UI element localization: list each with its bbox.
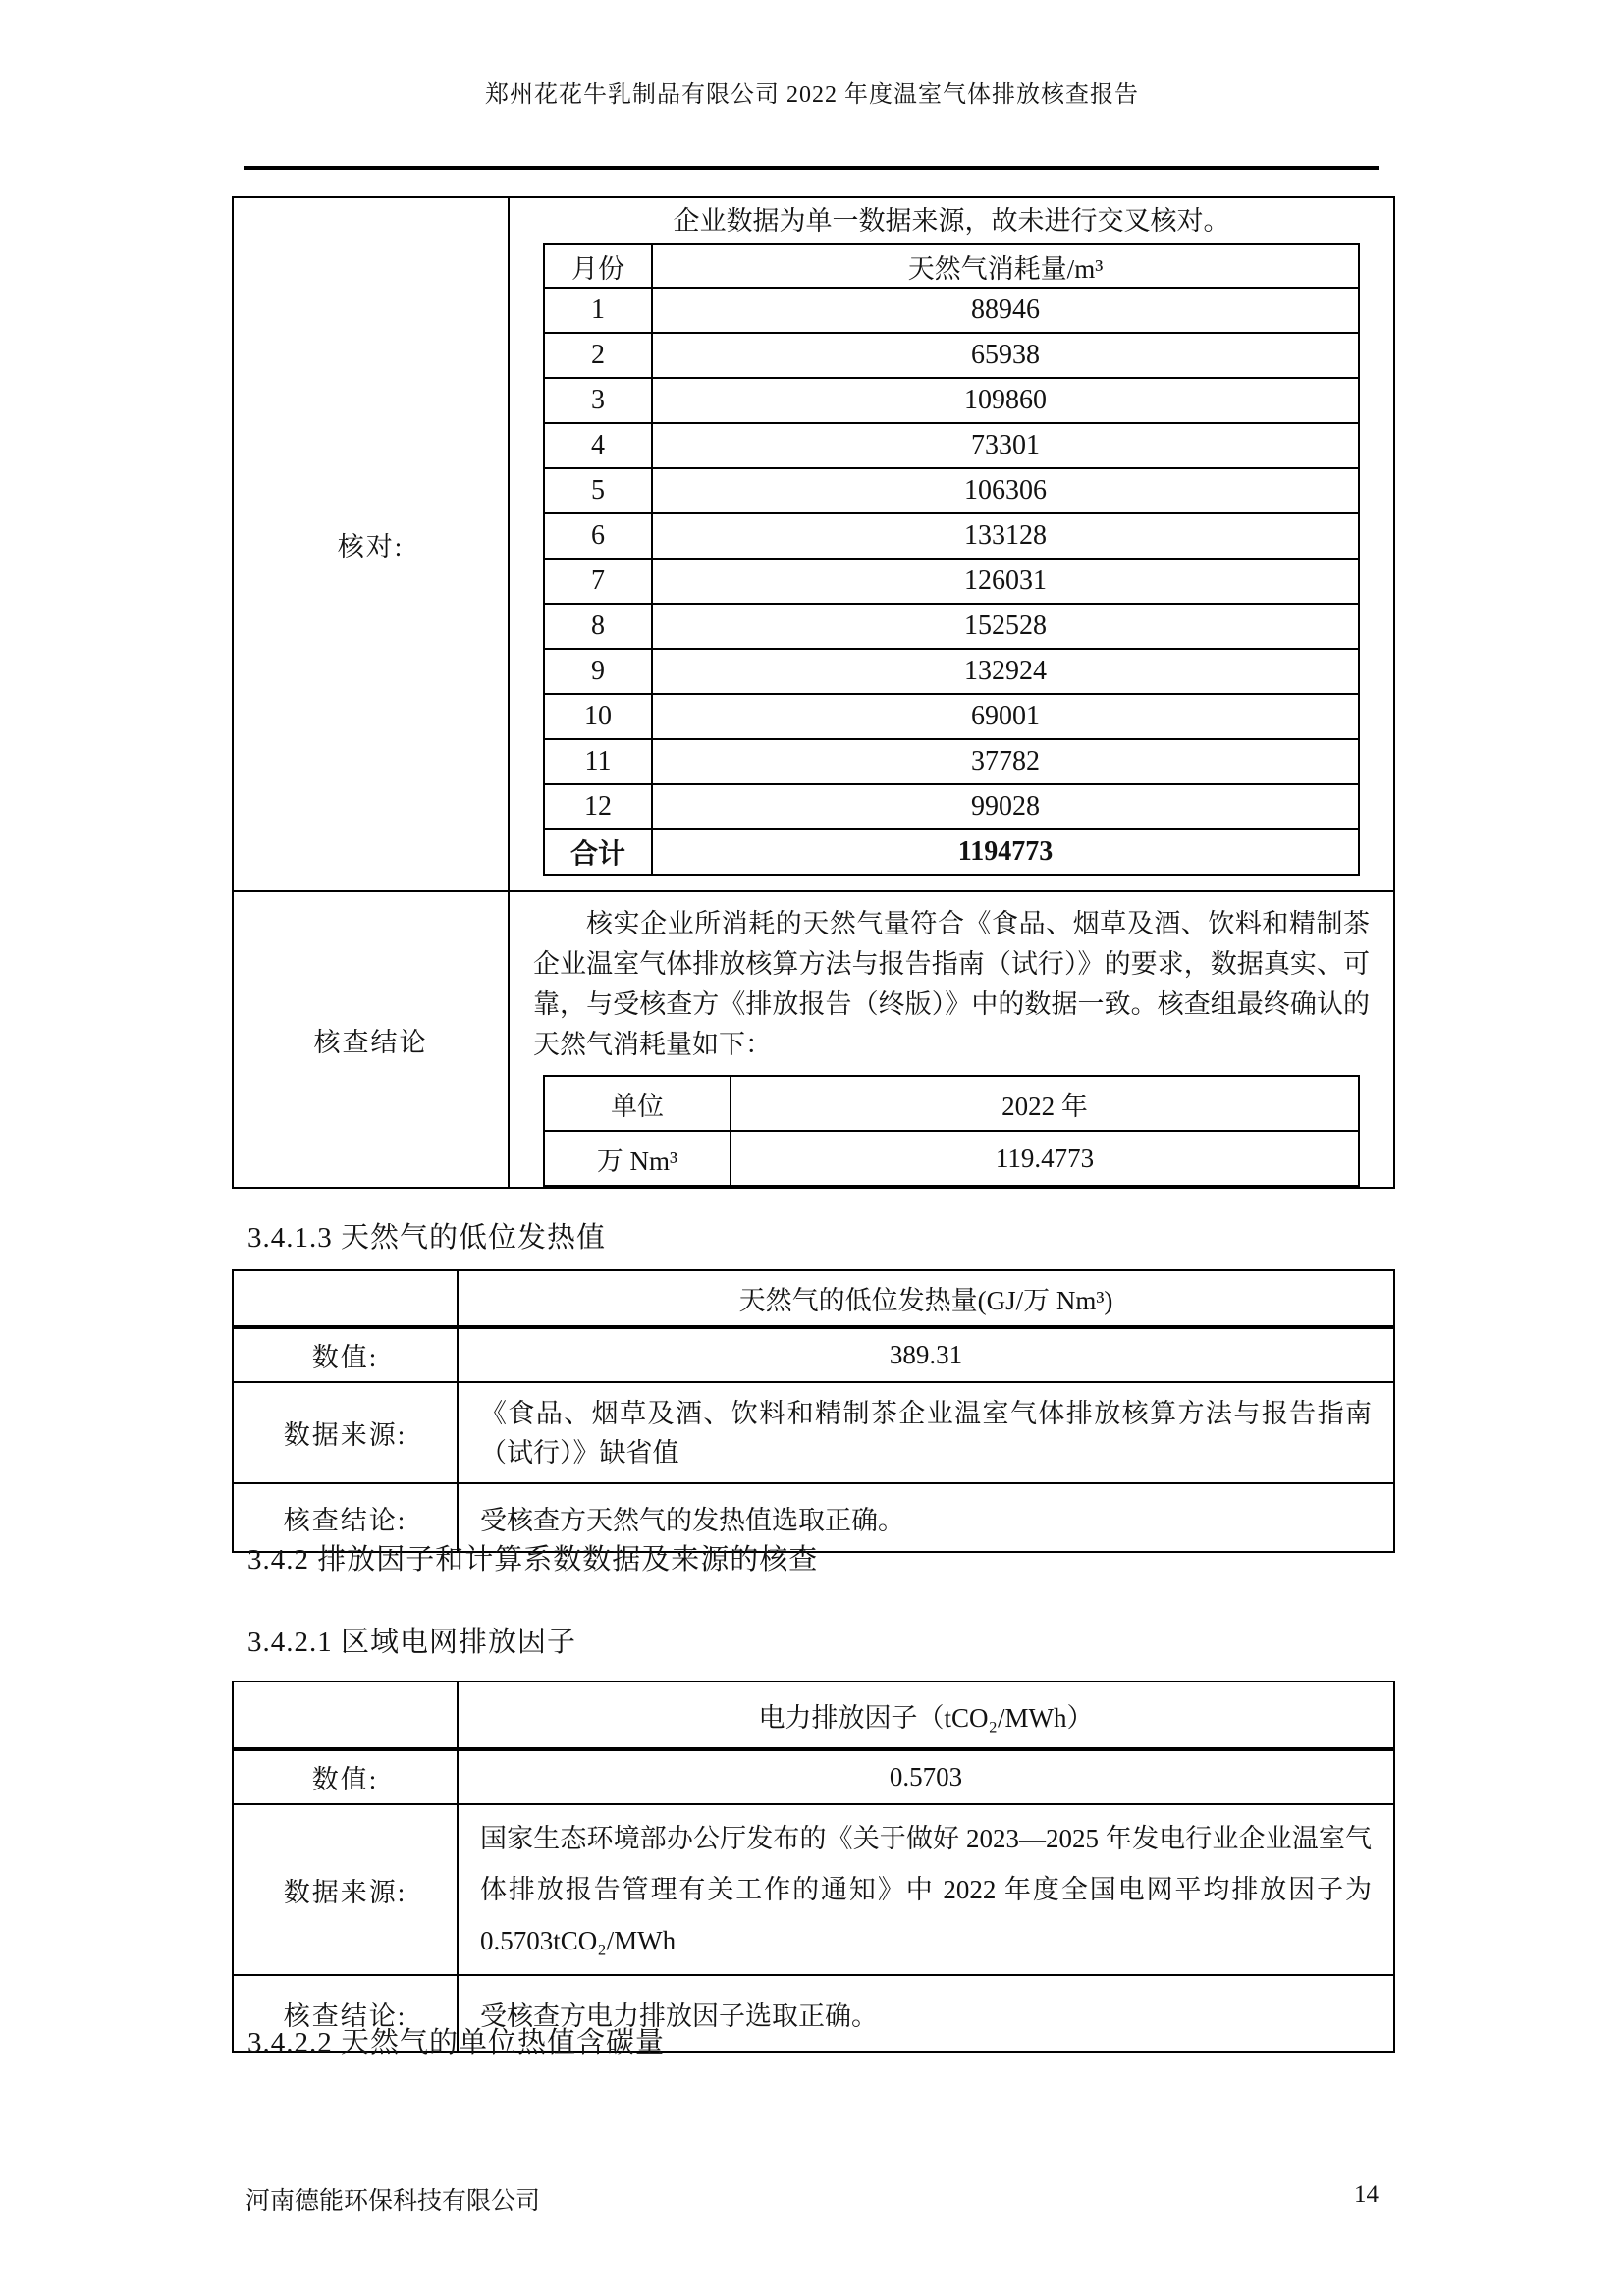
value-cell: 73301 — [652, 423, 1359, 468]
monthly-total-row — [544, 829, 1359, 875]
value-cell: 152528 — [652, 604, 1359, 649]
ef-conclusion-cell: 受核查方电力排放因子选取正确。 — [458, 1975, 1394, 2052]
monthly-header-row — [544, 244, 1359, 288]
month-cell: 10 — [544, 694, 652, 739]
month-cell: 2 — [544, 333, 652, 378]
source-label-cell: 数据来源: — [233, 1804, 458, 1975]
natural-gas-verification-table — [232, 196, 1395, 1189]
empty-corner-cell — [233, 1682, 458, 1749]
monthly-row — [544, 604, 1359, 649]
monthly-row — [544, 784, 1359, 829]
confirmed-consumption-table — [543, 1075, 1360, 1187]
conclusion-label-cell: 核查结论: — [233, 1975, 458, 2052]
value-label-cell: 数值: — [233, 1327, 458, 1382]
section-heading-3422: 3.4.2.2 天然气的单位热值含碳量 — [247, 2027, 666, 2058]
footer-page-number: 14 — [1354, 2181, 1379, 2208]
year-header-cell: 2022 年 — [731, 1076, 1359, 1131]
grid-emission-factor-table — [232, 1681, 1395, 2053]
month-column-header: 月份 — [544, 244, 652, 288]
month-cell: 7 — [544, 559, 652, 604]
unit-header-cell: 单位 — [544, 1076, 731, 1131]
value-cell: 133128 — [652, 513, 1359, 559]
value-cell: 109860 — [652, 378, 1359, 423]
value-cell: 126031 — [652, 559, 1359, 604]
month-cell: 9 — [544, 649, 652, 694]
month-cell: 5 — [544, 468, 652, 513]
value-cell: 132924 — [652, 649, 1359, 694]
ncv-value-cell: 389.31 — [458, 1327, 1394, 1382]
total-label-cell: 合计 — [544, 829, 652, 875]
section-heading-342: 3.4.2 排放因子和计算系数数据及来源的核查 — [247, 1544, 819, 1575]
section-heading-3421: 3.4.2.1 区域电网排放因子 — [247, 1627, 577, 1658]
month-cell: 1 — [544, 288, 652, 333]
check-row — [233, 197, 1394, 891]
month-cell: 12 — [544, 784, 652, 829]
monthly-row — [544, 559, 1359, 604]
section-heading-3413: 3.4.1.3 天然气的低位发热值 — [247, 1222, 607, 1254]
ncv-table — [232, 1269, 1395, 1553]
summary-header-row — [544, 1076, 1359, 1131]
monthly-row — [544, 423, 1359, 468]
footer-company: 河南德能环保科技有限公司 — [245, 2188, 541, 2215]
unit-value-cell: 万 Nm³ — [544, 1131, 731, 1186]
monthly-row — [544, 513, 1359, 559]
value-cell: 65938 — [652, 333, 1359, 378]
ncv-header-row — [233, 1270, 1394, 1327]
monthly-row — [544, 739, 1359, 784]
ef-value-cell: 0.5703 — [458, 1749, 1394, 1804]
ncv-source-cell: 《食品、烟草及酒、饮料和精制茶企业温室气体排放核算方法与报告指南（试行）》缺省值 — [458, 1382, 1394, 1483]
ef-source-row — [233, 1804, 1394, 1975]
value-column-header: 天然气消耗量/m³ — [652, 244, 1359, 288]
empty-corner-cell — [233, 1270, 458, 1327]
year-value-cell: 119.4773 — [731, 1131, 1359, 1186]
value-label-cell: 数值: — [233, 1749, 458, 1804]
ef-value-row — [233, 1749, 1394, 1804]
value-cell: 37782 — [652, 739, 1359, 784]
monthly-row — [544, 288, 1359, 333]
monthly-row — [544, 333, 1359, 378]
conclusion-row-label: 核查结论 — [233, 891, 509, 1188]
page-header-title: 郑州花花牛乳制品有限公司 2022 年度温室气体排放核查报告 — [485, 82, 1139, 108]
value-cell: 99028 — [652, 784, 1359, 829]
monthly-row — [544, 694, 1359, 739]
conclusion-row — [233, 891, 1394, 1188]
source-label-cell: 数据来源: — [233, 1382, 458, 1483]
month-cell: 11 — [544, 739, 652, 784]
ef-source-cell: 国家生态环境部办公厅发布的《关于做好 2023—2025 年发电行业企业温室气体排放报告管理有关工作的通知》中 2022 年度全国电网平均排放因子为 0.5703tCO₂/MWh — [458, 1804, 1394, 1975]
monthly-consumption-table — [543, 243, 1360, 876]
value-cell: 88946 — [652, 288, 1359, 333]
monthly-row — [544, 378, 1359, 423]
ncv-value-row — [233, 1327, 1394, 1382]
total-value-cell: 1194773 — [652, 829, 1359, 875]
summary-value-row — [544, 1131, 1359, 1186]
ncv-conclusion-cell: 受核查方天然气的发热值选取正确。 — [458, 1483, 1394, 1552]
month-cell: 3 — [544, 378, 652, 423]
monthly-row — [544, 649, 1359, 694]
value-cell: 69001 — [652, 694, 1359, 739]
conclusion-row-content — [509, 891, 1394, 1188]
ef-header-row — [233, 1682, 1394, 1749]
month-cell: 6 — [544, 513, 652, 559]
ncv-header-cell: 天然气的低位发热量(GJ/万 Nm³) — [458, 1270, 1394, 1327]
ncv-source-row — [233, 1382, 1394, 1483]
single-source-note: 企业数据为单一数据来源，故未进行交叉核对。 — [673, 206, 1230, 236]
month-cell: 8 — [544, 604, 652, 649]
header-rule — [244, 166, 1379, 170]
monthly-row — [544, 468, 1359, 513]
check-row-label: 核对: — [233, 197, 509, 891]
conclusion-paragraph: 核实企业所消耗的天然气量符合《食品、烟草及酒、饮料和精制茶企业温室气体排放核算方法与报告指南（试行）》的要求，数据真实、可靠，与受核查方《排放报告（终版）》中的数据一致。核查组最终确认的天然气消耗量如下： — [533, 909, 1370, 1059]
ef-header-cell: 电力排放因子（tCO₂/MWh） — [458, 1682, 1394, 1749]
month-cell: 4 — [544, 423, 652, 468]
value-cell: 106306 — [652, 468, 1359, 513]
check-row-content — [509, 197, 1394, 891]
conclusion-label-cell: 核查结论: — [233, 1483, 458, 1552]
